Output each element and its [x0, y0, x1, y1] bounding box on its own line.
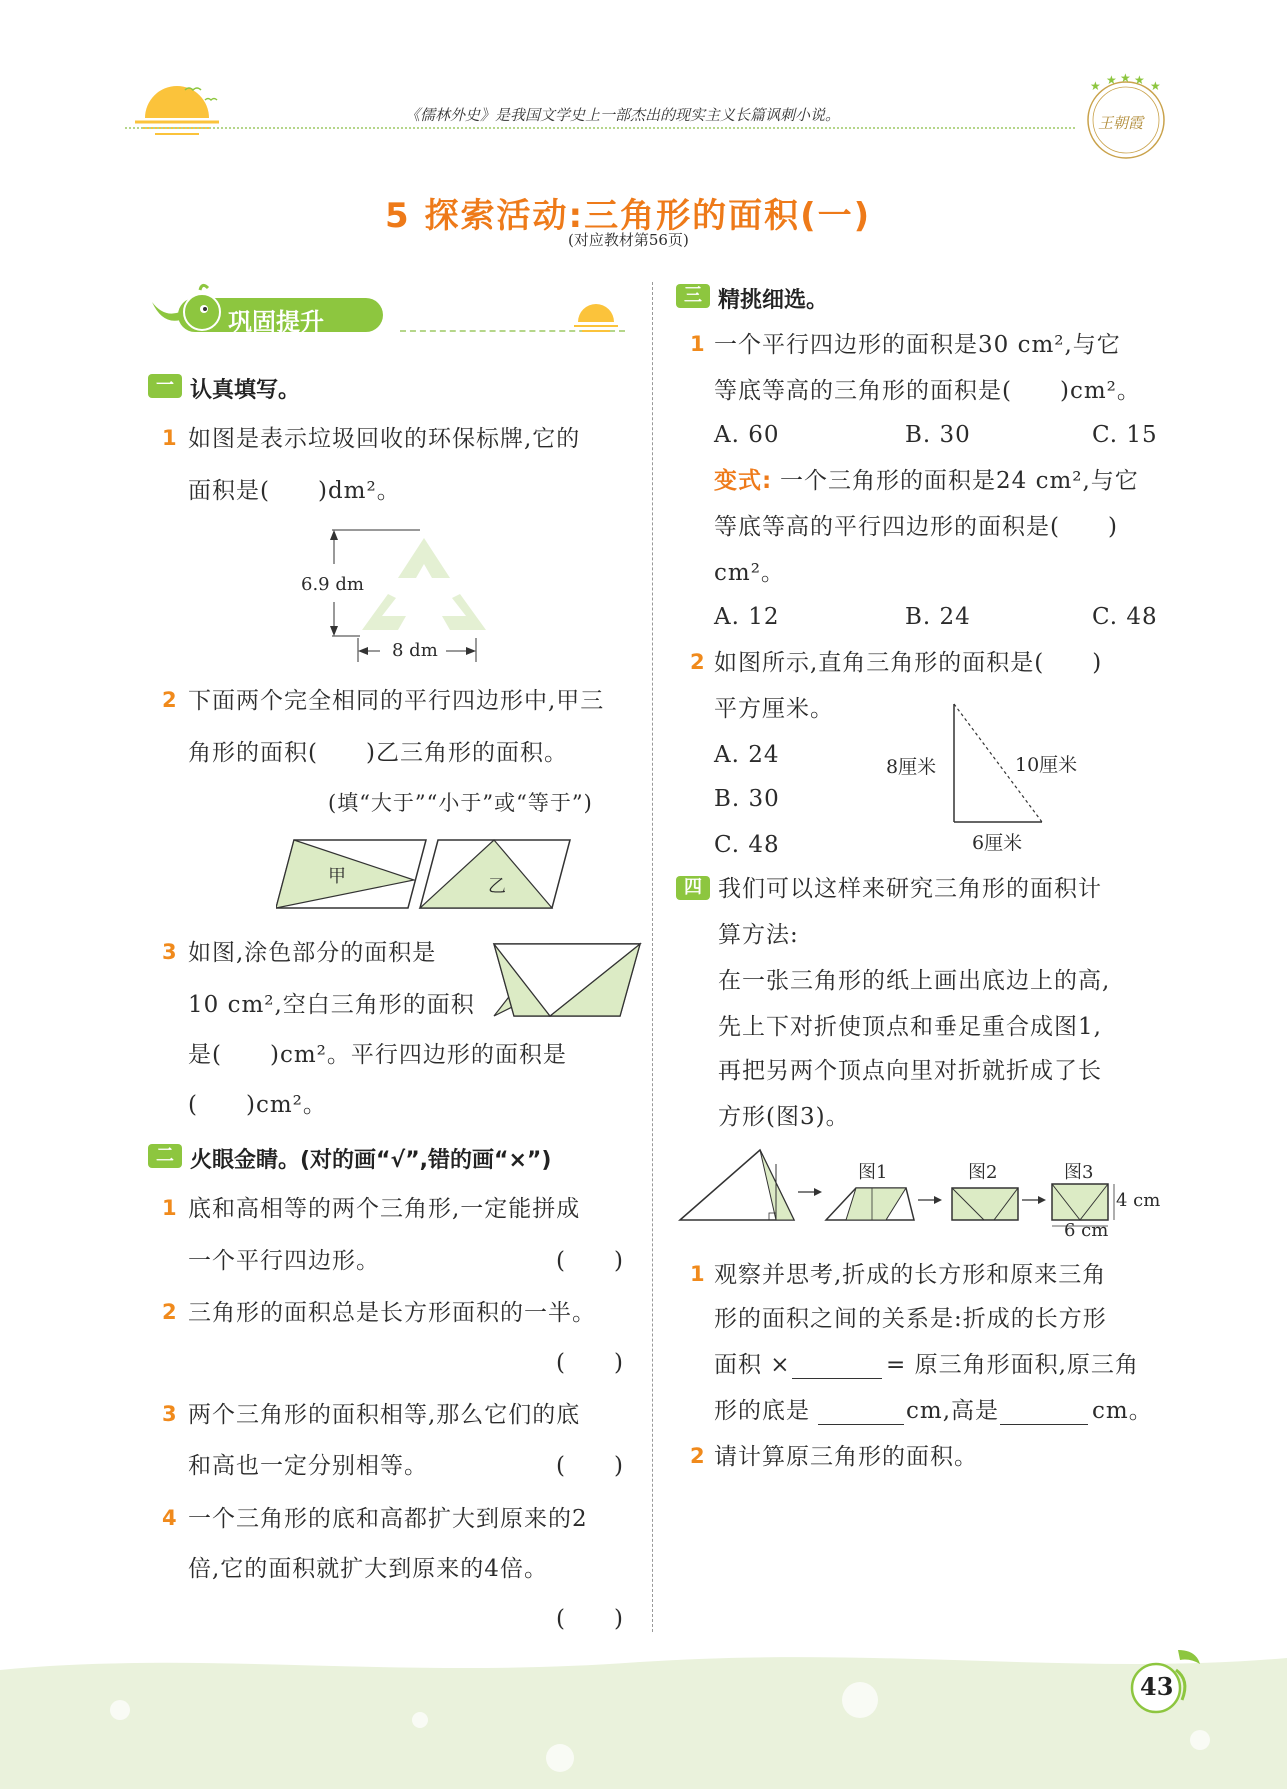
- q1-line2: 面积是( )dm²。: [188, 478, 401, 504]
- q1-number: 1: [162, 426, 177, 450]
- q1-line1: 如图是表示垃圾回收的环保标牌,它的: [188, 426, 581, 452]
- c1-option-a[interactable]: A. 60: [714, 422, 780, 448]
- lesson-title: 5 探索活动:三角形的面积(一): [385, 196, 872, 236]
- d1-blank-3[interactable]: [1000, 1424, 1088, 1425]
- variant-line1: 一个三角形的面积是24 cm²,与它: [780, 468, 1139, 494]
- fig1-label: 图1: [858, 1162, 888, 1183]
- q3-number: 3: [162, 940, 177, 964]
- j2-answer-paren[interactable]: ( ): [556, 1350, 624, 1376]
- j3-line1: 两个三角形的面积相等,那么它们的底: [188, 1402, 581, 1428]
- q3-line3: 是( )cm²。平行四边形的面积是: [188, 1042, 567, 1068]
- section-tag-1: 一: [148, 374, 182, 398]
- d1-line2: 形的面积之间的关系是:折成的长方形: [714, 1306, 1107, 1332]
- c1-line1: 一个平行四边形的面积是30 cm²,与它: [714, 332, 1121, 358]
- q3-line4: ( )cm²。: [188, 1092, 327, 1118]
- shaded-parallelogram-figure: [490, 940, 646, 1020]
- section-title-3: 精挑细选。: [718, 288, 829, 313]
- q2-number: 2: [162, 688, 177, 712]
- svg-text:★: ★: [1134, 73, 1145, 87]
- d1-line3b: = 原三角形面积,原三角: [886, 1352, 1139, 1378]
- banner-sun-icon: [572, 300, 622, 340]
- variant-option-c[interactable]: C. 48: [1092, 604, 1158, 630]
- c1-line2: 等底等高的三角形的面积是( )cm²。: [714, 378, 1141, 404]
- method-para-line1: 在一张三角形的纸上画出底边上的高,: [718, 968, 1111, 994]
- right-triangle-side-8: 8厘米: [886, 756, 937, 778]
- q3-line2: 10 cm²,空白三角形的面积: [188, 992, 475, 1018]
- triangle-a-label: 甲: [328, 866, 346, 887]
- recycle-sign-figure: [290, 520, 490, 670]
- j3-line2: 和高也一定分别相等。: [188, 1453, 428, 1479]
- q2-line1: 下面两个完全相同的平行四边形中,甲三: [188, 688, 605, 714]
- j3-number: 3: [162, 1402, 177, 1426]
- method-para-line3: 再把另两个顶点向里对折就折成了长: [718, 1058, 1102, 1084]
- q3-line1: 如图,涂色部分的面积是: [188, 940, 437, 966]
- svg-text:★: ★: [1106, 73, 1117, 87]
- j4-line1: 一个三角形的底和高都扩大到原来的2: [188, 1506, 588, 1532]
- section-tag-2: 二: [148, 1144, 182, 1168]
- c2-option-c[interactable]: C. 48: [714, 832, 780, 858]
- d2-number: 2: [690, 1444, 705, 1468]
- c1-option-c[interactable]: C. 15: [1092, 422, 1158, 448]
- section-tag-4: 四: [676, 876, 710, 900]
- column-divider: [652, 282, 653, 1632]
- variant-label: 变式:: [714, 468, 773, 494]
- publisher-logo-text: 王朝霞: [1098, 114, 1144, 132]
- c2-line2: 平方厘米。: [714, 696, 834, 722]
- q2-line2: 角形的面积( )乙三角形的面积。: [188, 740, 568, 766]
- lesson-subtitle: (对应教材第56页): [568, 231, 689, 249]
- d1-line4c: cm。: [1092, 1398, 1153, 1424]
- j4-line2: 倍,它的面积就扩大到原来的4倍。: [188, 1556, 548, 1582]
- j1-line2: 一个平行四边形。: [188, 1248, 380, 1274]
- banner-title: 巩固提升: [228, 308, 324, 336]
- method-para-line2: 先上下对折使顶点和垂足重合成图1,: [718, 1014, 1102, 1040]
- header-sun-decoration: [115, 70, 225, 150]
- section-title-1: 认真填写。: [190, 378, 301, 403]
- fig3-label: 图3: [1064, 1162, 1094, 1183]
- d1-line1: 观察并思考,折成的长方形和原来三角: [714, 1262, 1107, 1288]
- svg-text:★: ★: [1150, 79, 1161, 93]
- d1-blank-2[interactable]: [818, 1424, 904, 1425]
- method-para-line4: 方形(图3)。: [718, 1104, 850, 1130]
- footer-wave-decoration: [0, 1640, 1287, 1789]
- right-triangle-side-10: 10厘米: [1015, 754, 1078, 776]
- j4-answer-paren[interactable]: ( ): [556, 1606, 624, 1632]
- j1-number: 1: [162, 1196, 177, 1220]
- parallelograms-figure: [276, 836, 572, 912]
- c2-line1: 如图所示,直角三角形的面积是( ): [714, 650, 1103, 676]
- d1-blank-1[interactable]: [792, 1378, 882, 1379]
- variant-line3: cm²。: [714, 560, 785, 586]
- section-title-4: 我们可以这样来研究三角形的面积计: [718, 876, 1102, 902]
- section-title-2: 火眼金睛。(对的画“√”,错的画“×”): [190, 1148, 552, 1173]
- q2-line3: (填“大于”“小于”或“等于”): [328, 791, 593, 815]
- fig2-label: 图2: [968, 1162, 998, 1183]
- j1-answer-paren[interactable]: ( ): [556, 1248, 624, 1274]
- j2-line1: 三角形的面积总是长方形面积的一半。: [188, 1300, 596, 1326]
- header-divider: [125, 127, 1075, 129]
- d1-number: 1: [690, 1262, 705, 1286]
- d1-line4b: cm,高是: [906, 1398, 1000, 1424]
- j1-line1: 底和高相等的两个三角形,一定能拼成: [188, 1196, 581, 1222]
- c2-option-a[interactable]: A. 24: [714, 742, 780, 768]
- section-tag-3: 三: [676, 284, 710, 308]
- fig3-height-label: 4 cm: [1116, 1190, 1161, 1211]
- c2-option-b[interactable]: B. 30: [714, 786, 780, 812]
- j4-number: 4: [162, 1506, 177, 1530]
- d1-line4a: 形的底是: [714, 1398, 810, 1424]
- c1-option-b[interactable]: B. 30: [905, 422, 971, 448]
- section-title-4-cont: 算方法:: [718, 922, 799, 948]
- variant-option-a[interactable]: A. 12: [714, 604, 780, 630]
- page-number: 43: [1140, 1672, 1174, 1701]
- header-quote: 《儒林外史》是我国文学史上一部杰出的现实主义长篇讽刺小说。: [405, 106, 841, 124]
- variant-line2: 等底等高的平行四边形的面积是( ): [714, 514, 1118, 540]
- svg-text:★: ★: [1120, 72, 1131, 85]
- right-triangle-side-6: 6厘米: [972, 832, 1023, 854]
- variant-option-b[interactable]: B. 24: [905, 604, 971, 630]
- c1-number: 1: [690, 332, 705, 356]
- triangle-b-label: 乙: [488, 876, 506, 897]
- q1-width-label: 8 dm: [392, 640, 438, 661]
- j3-answer-paren[interactable]: ( ): [556, 1453, 624, 1479]
- j2-number: 2: [162, 1300, 177, 1324]
- d1-line3a: 面积 ×: [714, 1352, 791, 1378]
- svg-text:★: ★: [1090, 79, 1101, 93]
- d2-line1: 请计算原三角形的面积。: [714, 1444, 978, 1470]
- q1-height-label: 6.9 dm: [301, 574, 364, 595]
- c2-number: 2: [690, 650, 705, 674]
- fig3-width-label: 6 cm: [1064, 1220, 1109, 1241]
